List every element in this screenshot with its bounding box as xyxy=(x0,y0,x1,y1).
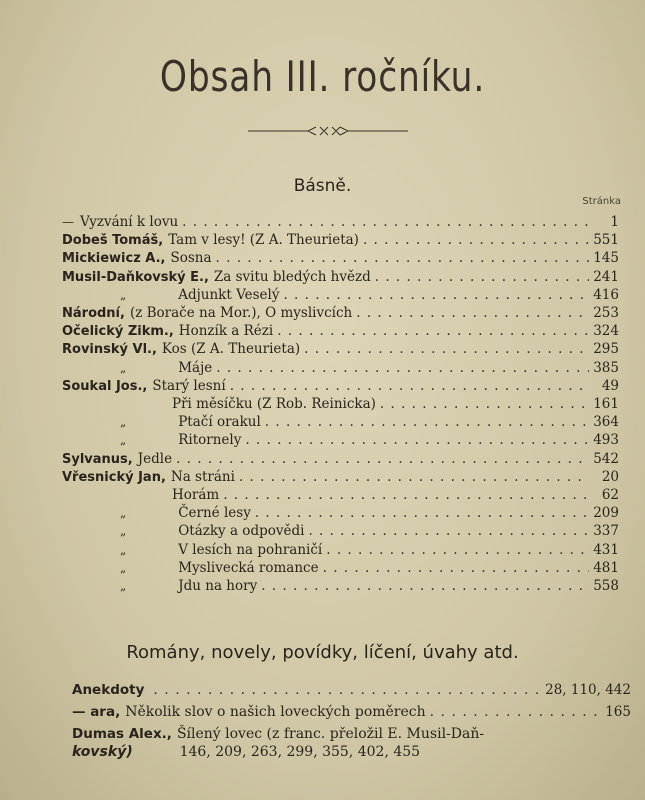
toc-row xyxy=(120,414,619,433)
entry-author: — ara, xyxy=(72,704,121,720)
page-number: 324 xyxy=(593,323,619,340)
toc-row xyxy=(120,560,619,579)
toc-row xyxy=(120,542,619,561)
entry-title: V lesích na pohraničí xyxy=(178,541,323,558)
toc-row xyxy=(120,578,619,597)
toc-row xyxy=(62,323,619,342)
entry-author: Národní, xyxy=(62,306,125,321)
page-number: 542 xyxy=(593,450,619,467)
leader-dots xyxy=(356,305,589,321)
leader-dots xyxy=(153,682,541,698)
ditto-mark: „ xyxy=(120,524,127,539)
leader-dots xyxy=(216,360,589,376)
toc-row xyxy=(62,305,619,324)
toc-row xyxy=(62,469,619,488)
toc-row xyxy=(120,487,619,506)
page-number: 161 xyxy=(593,396,619,412)
page-number: 364 xyxy=(593,414,619,431)
entry-title: Černé lesy xyxy=(178,505,251,522)
toc-row xyxy=(120,287,619,306)
entry-title: Horám xyxy=(172,487,220,503)
page-number: 20 xyxy=(601,468,619,485)
entry-title: Vyzvání k lovu xyxy=(80,214,179,230)
entry-title: Šílený lovec (z franc. přeložil E. Musil-Daň- xyxy=(176,726,485,742)
page-number: 49 xyxy=(601,377,619,394)
entry-author: Dobeš Tomáš, xyxy=(62,233,164,249)
leader-dots xyxy=(245,432,589,448)
ditto-mark: — xyxy=(62,215,74,229)
entry-title: Kos (Z A. Theurieta) xyxy=(161,341,301,358)
toc-row xyxy=(72,726,631,746)
page-number: 62 xyxy=(601,487,619,503)
leader-dots xyxy=(261,578,589,594)
toc-row xyxy=(62,232,619,251)
page-number: 253 xyxy=(593,305,619,321)
leader-dots xyxy=(223,487,589,503)
page-number: 558 xyxy=(593,578,619,594)
page-number: 431 xyxy=(593,541,619,558)
leader-dots xyxy=(304,341,589,357)
ditto-mark: „ xyxy=(120,433,127,448)
leader-dots xyxy=(239,469,589,485)
entry-title: Myslivecká romance xyxy=(178,559,319,576)
ditto-mark: „ xyxy=(120,360,127,375)
leader-dots xyxy=(216,250,589,266)
leader-dots xyxy=(255,505,589,521)
leader-dots xyxy=(363,232,589,248)
entry-author: Anekdoty xyxy=(72,682,145,698)
entry-author: Sylvanus, xyxy=(62,451,133,467)
page-column-label: Stránka xyxy=(582,196,621,207)
ditto-mark: „ xyxy=(120,415,127,430)
entry-title: Honzík a Rézi xyxy=(178,323,274,340)
toc-row xyxy=(72,704,631,724)
leader-dots xyxy=(176,451,589,467)
prose-continuation xyxy=(72,744,420,760)
entry-title: Jedle xyxy=(137,450,173,467)
leader-dots xyxy=(430,704,601,720)
poems-heading: Básně. xyxy=(293,176,352,196)
page-number: 337 xyxy=(593,523,619,540)
ornament-divider xyxy=(248,124,408,138)
page-number: 385 xyxy=(593,359,619,376)
prose-heading: Romány, novely, povídky, líčení, úvahy atd. xyxy=(126,642,519,663)
page-number: 165 xyxy=(605,704,631,720)
leader-dots xyxy=(283,287,589,303)
entry-title: Ritornely xyxy=(178,432,242,449)
ditto-mark: „ xyxy=(120,579,127,593)
entry-title: Adjunkt Veselý xyxy=(178,286,280,303)
toc-row xyxy=(62,269,619,288)
entry-author: Soukal Jos., xyxy=(62,378,148,394)
toc-row xyxy=(120,432,619,451)
entry-author: Musil-Daňkovský E., xyxy=(62,269,209,285)
toc-row xyxy=(72,682,631,702)
leader-dots xyxy=(326,542,589,558)
leader-dots xyxy=(375,269,589,285)
entry-title: Otázky a odpovědi xyxy=(178,523,305,540)
toc-row xyxy=(120,360,619,379)
page-number: 481 xyxy=(593,559,619,576)
ditto-mark: „ xyxy=(120,542,127,557)
entry-title: Sosna xyxy=(170,250,212,267)
page-number: 493 xyxy=(593,432,619,449)
ditto-mark: „ xyxy=(120,506,127,521)
page-number: 295 xyxy=(593,341,619,358)
page-title: Obsah III. ročníku. xyxy=(159,52,486,101)
leader-dots xyxy=(380,396,589,412)
entry-title: Starý lesní xyxy=(152,377,226,394)
entry-title: Na stráni xyxy=(170,468,235,485)
leader-dots xyxy=(308,523,589,539)
entry-title: Za svitu bledých hvězd xyxy=(213,268,371,285)
entry-title: Při měsíčku (Z Rob. Reinicka) xyxy=(172,396,376,412)
toc-row xyxy=(62,378,619,397)
entry-author: Očelický Zikm., xyxy=(62,324,174,340)
toc-row xyxy=(120,523,619,542)
continuation-pages: 146, 209, 263, 299, 355, 402, 455 xyxy=(179,744,421,760)
entry-title: Máje xyxy=(178,359,213,376)
entry-author: Rovinský Vl., xyxy=(62,342,157,358)
toc-row xyxy=(62,451,619,470)
entry-title: Ptačí orakul xyxy=(178,414,261,431)
page-number: 416 xyxy=(593,286,619,303)
entry-title: Jdu na hory xyxy=(178,578,258,594)
toc-row xyxy=(62,341,619,360)
leader-dots xyxy=(265,414,589,430)
toc-row xyxy=(120,396,619,415)
entry-title: (z Borače na Mor.), O myslivcích xyxy=(129,305,353,321)
page-number: 1 xyxy=(610,214,619,230)
entry-author: Dumas Alex., xyxy=(72,726,172,742)
entry-author: Mickiewicz A., xyxy=(62,251,166,267)
entry-title: Několik slov o našich loveckých poměrech xyxy=(125,704,426,720)
toc-row xyxy=(120,505,619,524)
entry-author: Vřesnický Jan, xyxy=(62,469,166,485)
leader-dots xyxy=(277,323,589,339)
ditto-mark: „ xyxy=(120,560,127,575)
toc-row xyxy=(62,250,619,269)
leader-dots xyxy=(182,214,589,230)
entry-title: Tam v lesy! (Z A. Theurieta) xyxy=(168,232,359,249)
leader-dots xyxy=(230,378,589,394)
leader-dots xyxy=(323,560,589,576)
page-number: 28, 110, 442 xyxy=(545,682,631,698)
ditto-mark: „ xyxy=(120,287,127,302)
page-number: 241 xyxy=(593,268,619,285)
toc-row xyxy=(62,214,619,233)
page-number: 145 xyxy=(593,250,619,267)
continuation-text: kovský) xyxy=(72,744,133,760)
page-number: 209 xyxy=(593,505,619,522)
page-number: 551 xyxy=(593,232,619,249)
